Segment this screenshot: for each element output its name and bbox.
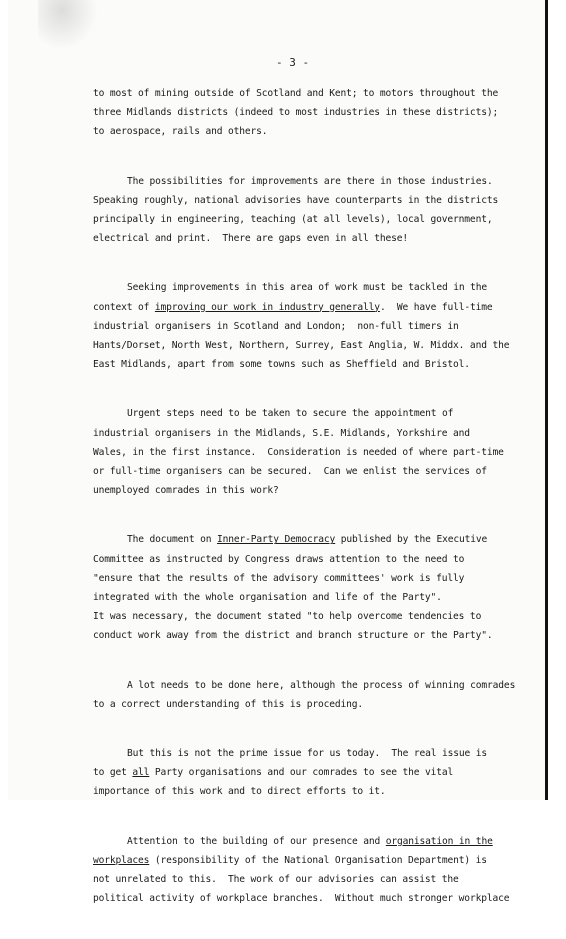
text-line: The document on Inner-Party Democracy published by the Executive (127, 534, 488, 546)
scan-smudge (38, 0, 98, 50)
paragraph (93, 530, 523, 645)
text-line: context of improving our work in industry generally. We have full-time (93, 301, 493, 313)
text-line: A lot needs to be done here, although the process of winning comrades (127, 679, 516, 691)
text-line: Urgent steps need to be taken to secure the appointment of (127, 408, 454, 420)
underlined-text: organisation in the (385, 835, 493, 847)
page-number: - 3 - (276, 56, 310, 69)
text-line: to aerospace, rails and others. (93, 126, 268, 138)
paragraph (93, 278, 523, 374)
text-line: political activity of workplace branches. Without much stronger workplace (93, 893, 510, 905)
text-line: workplaces (responsibility of the National Organisation Department) is (93, 854, 487, 866)
text-line: to most of mining outside of Scotland and Kent; to motors throughout the (93, 88, 499, 99)
text-line: electrical and print. There are gaps even in all these! (93, 233, 409, 245)
text-line: It was necessary, the document stated "to help overcome tendencies to (93, 611, 482, 623)
document-page (8, 0, 548, 905)
underlined-text: improving our work in industry generally (154, 301, 380, 313)
paragraph (93, 172, 523, 249)
underlined-text: Inner-Party Democracy (217, 534, 336, 546)
text-line: unemployed comrades in this work? (93, 485, 279, 497)
text-line: conduct work away from the district and branch structure or the Party". (93, 630, 493, 642)
text-line: Hants/Dorset, North West, Northern, Surrey, East Anglia, W. Middx. and the (93, 340, 510, 352)
underlined-text: all (132, 767, 150, 779)
text-line: industrial organisers in Scotland and London; non-full timers in (93, 320, 459, 332)
text-line: Wales, in the first instance. Consideration is needed of where part-time (93, 446, 504, 458)
document-body (93, 84, 523, 939)
paragraph (93, 676, 523, 714)
text-line: principally in engineering, teaching (at all levels), local government, (93, 214, 493, 226)
text-line: three Midlands districts (indeed to most industries in these districts); (93, 107, 499, 119)
paragraph (93, 404, 523, 500)
text-line: The possibilities for improvements are there in those industries. (127, 175, 493, 187)
text-line: "ensure that the results of the advisory committees' work is fully (93, 572, 465, 584)
text-line: importance of this work and to direct efforts to it. (93, 786, 386, 798)
text-line: to a correct understanding of this is proceding. (93, 698, 364, 710)
text-line: Attention to the building of our presence and organisation in the (127, 835, 493, 847)
text-line: Seeking improvements in this area of work must be tackled in the (127, 282, 488, 294)
text-line: But this is not the prime issue for us today. The real issue is (127, 748, 488, 760)
text-line: East Midlands, apart from some towns such as Sheffield and Bristol. (93, 359, 470, 371)
paragraph (93, 84, 523, 142)
paragraph (93, 832, 523, 909)
text-line: industrial organisers in the Midlands, S.E. Midlands, Yorkshire and (93, 427, 470, 439)
text-line: Committee as instructed by Congress draws attention to the need to (93, 553, 465, 565)
text-line: to get all Party organisations and our comrades to see the vital (93, 767, 454, 779)
text-line: not unrelated to this. The work of our advisories can assist the (93, 874, 459, 886)
text-line: integrated with the whole organisation and life of the Party". (93, 592, 442, 604)
text-line: or full-time organisers can be secured. Can we enlist the services of (93, 466, 487, 478)
text-line: Speaking roughly, national advisories have counterparts in the districts (93, 194, 499, 206)
underlined-text: workplaces (93, 854, 150, 866)
paragraph (93, 744, 523, 802)
